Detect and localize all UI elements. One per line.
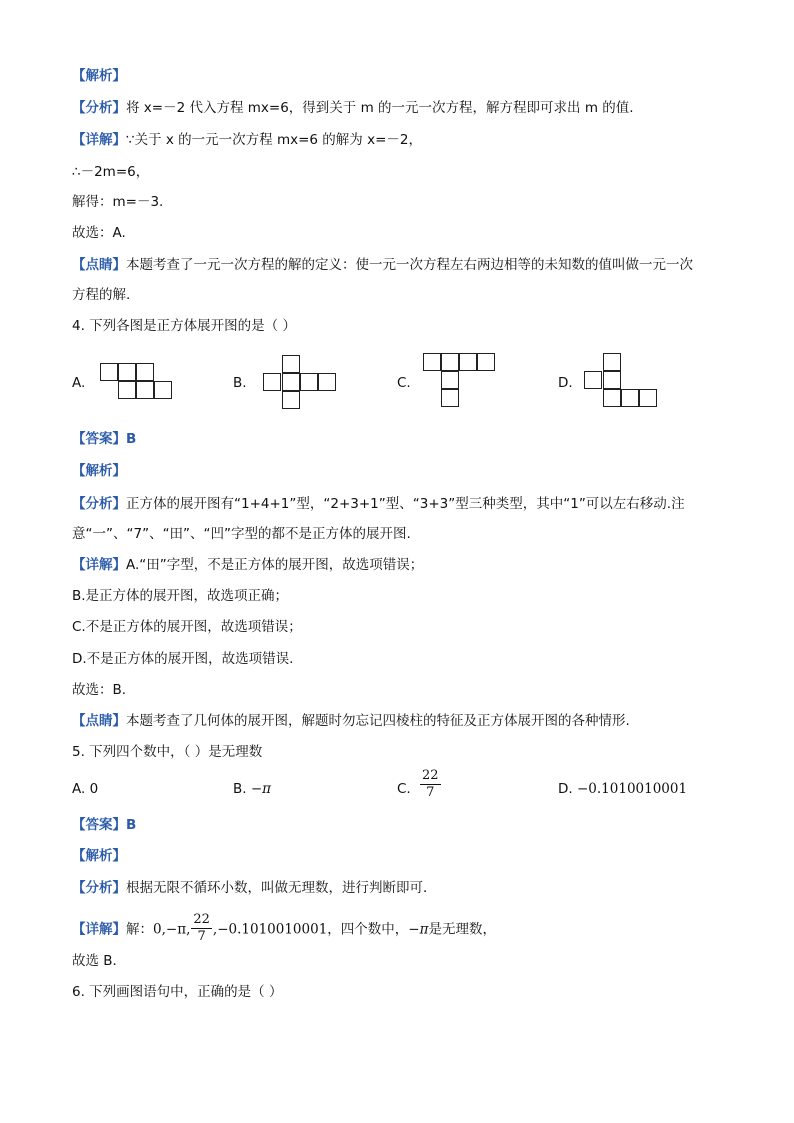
q5-question: 5. 下列四个数中，（ ）是无理数 — [72, 744, 263, 760]
q5-answer: 【答案】B — [72, 817, 137, 833]
net-square — [441, 389, 459, 407]
q4-detail-b: B.是正方体的展开图，故选项正确； — [72, 588, 289, 604]
net-square — [136, 363, 154, 381]
q5-option-c-fraction — [420, 768, 441, 801]
q4-detail-c: C.不是正方体的展开图，故选项错误； — [72, 619, 302, 635]
net-square — [603, 371, 621, 389]
q4-analysis-cont: 意“一”、“7”、“田”、“凹”字型的都不是正方体的展开图. — [72, 526, 411, 542]
net-square — [423, 353, 441, 371]
q5-option-a: A. 0 — [72, 781, 99, 797]
net-square — [621, 389, 639, 407]
fraction-numerator: 22 — [422, 768, 439, 783]
q6-question: 6. 下列画图语句中，正确的是（ ） — [72, 984, 283, 1000]
q4-net-a — [100, 363, 180, 403]
q4-detail-a: 【详解】A.“田”字型，不是正方体的展开图，故选项错误； — [72, 557, 424, 573]
net-square — [639, 389, 657, 407]
net-square — [603, 389, 621, 407]
q4-option-d-label: D. — [558, 375, 573, 391]
q4-option-b-label: B. — [233, 375, 247, 391]
q5-option-b: B. −π — [233, 781, 272, 797]
fraction-denominator: 7 — [197, 929, 206, 944]
net-square — [318, 373, 336, 391]
q4-comment: 【点睛】本题考查了几何体的展开图，解题时勿忘记四棱柱的特征及正方体展开图的各种情形. — [72, 713, 630, 729]
q5-jiexi: 【解析】 — [72, 848, 126, 864]
q5-choice: 故选 B． — [72, 953, 127, 969]
net-square — [282, 373, 300, 391]
net-square — [584, 371, 602, 389]
q4-answer: 【答案】B — [72, 431, 137, 447]
q3-step2: 解得：m=－3. — [72, 194, 164, 210]
q3-choice: 故选：A. — [72, 225, 126, 241]
q3-detail: 【详解】∵关于 x 的一元一次方程 mx=6 的解为 x=－2， — [72, 132, 422, 148]
net-square — [118, 363, 136, 381]
q4-net-d — [584, 353, 664, 411]
q3-comment: 【点睛】本题考查了一元一次方程的解的定义：使一元一次方程左右两边相等的未知数的值叫做一元一次 — [72, 257, 693, 273]
q3-step1: ∴－2m=6， — [72, 164, 150, 180]
q4-question: 4. 下列各图是正方体展开图的是（ ） — [72, 318, 296, 334]
q5-option-c-label: C. — [397, 781, 411, 797]
q3-comment-cont: 方程的解. — [72, 287, 131, 303]
net-square — [441, 371, 459, 389]
q5-detail: 【详解】解：0,−π, $\frac{22}{7}$ ,−0.1010010001，四个数中，−π是无理数， — [72, 912, 496, 944]
q5-option-d: D. −0.1010010001 — [558, 781, 688, 797]
net-square — [477, 353, 495, 371]
net-square — [136, 381, 154, 399]
net-square — [603, 353, 621, 371]
net-square — [100, 363, 118, 381]
net-square — [282, 391, 300, 409]
fraction-denominator: 7 — [426, 785, 435, 800]
q3-analysis: 【分析】将 x=－2 代入方程 mx=6，得到关于 m 的一元一次方程，解方程即可求出 m 的值. — [72, 100, 634, 116]
q4-jiexi: 【解析】 — [72, 463, 126, 479]
net-square — [441, 353, 459, 371]
q4-option-c-label: C. — [397, 375, 411, 391]
detail-fraction — [191, 912, 212, 945]
net-square — [282, 355, 300, 373]
net-square — [300, 373, 318, 391]
net-square — [154, 381, 172, 399]
net-square — [263, 373, 281, 391]
q4-net-c — [423, 353, 503, 411]
fraction-numerator: 22 — [193, 912, 210, 927]
q4-detail-d: D.不是正方体的展开图，故选项错误. — [72, 651, 294, 667]
q4-choice: 故选：B. — [72, 682, 127, 698]
q4-analysis: 【分析】正方体的展开图有“1+4+1”型，“2+3+1”型、“3+3”型三种类型，其中“1”可以左右移动.注 — [72, 496, 685, 512]
jiexi-heading: 【解析】 — [72, 68, 126, 84]
q5-analysis: 【分析】根据无限不循环小数，叫做无理数，进行判断即可． — [72, 880, 437, 896]
q4-option-a-label: A. — [72, 375, 86, 391]
net-square — [118, 381, 136, 399]
q4-net-b — [263, 355, 343, 413]
net-square — [459, 353, 477, 371]
